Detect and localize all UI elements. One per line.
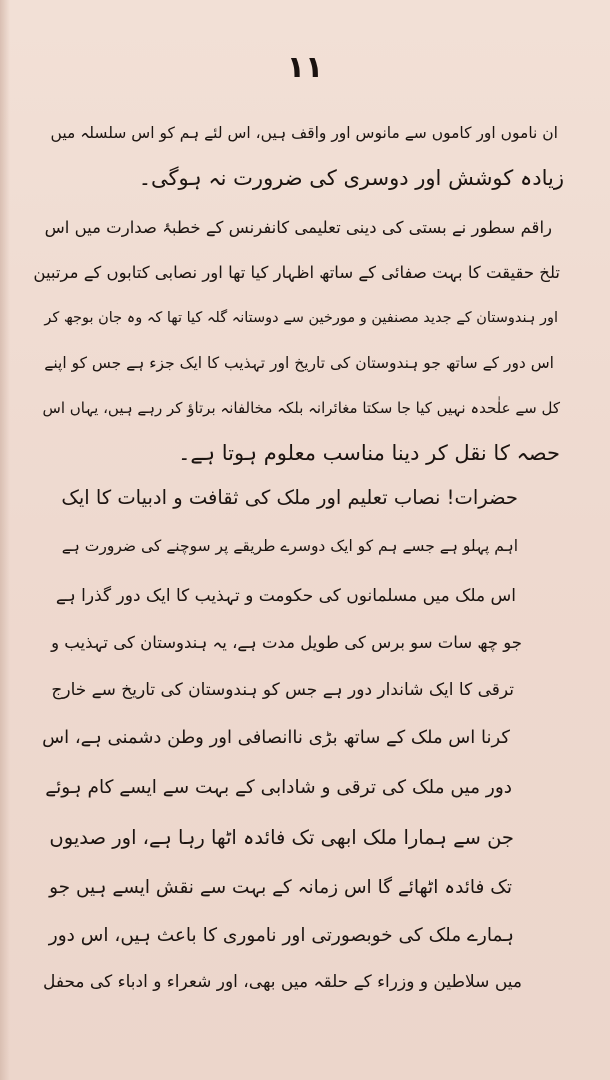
text-line: کرنا اس ملک کے ساتھ بڑی ناانصافی اور وطن دشمنی ہے، اس xyxy=(42,727,510,748)
text-line: زیادہ کوشش اور دوسری کی ضرورت نہ ہوگی۔ xyxy=(138,166,564,190)
text-line: حضرات! نصاب تعلیم اور ملک کی ثقافت و ادبیات کا ایک xyxy=(61,486,518,509)
page-edge-shadow xyxy=(0,0,10,1080)
text-line: ان ناموں اور کاموں سے مانوس اور واقف ہیں، اس لئے ہم کو اس سلسلہ میں xyxy=(50,124,558,142)
page-number: ۱۱ xyxy=(286,50,324,85)
text-line: جو چھ سات سو برس کی طویل مدت ہے، یہ ہندوستان کی تہذیب و xyxy=(51,633,522,652)
text-line: اس ملک میں مسلمانوں کی حکومت و تہذیب کا ایک دور گذرا ہے xyxy=(55,586,516,606)
text-line: کل سے علٰحدہ نہیں کیا جا سکتا مغائرانہ بلکہ مخالفانہ برتاؤ کر رہے ہیں، یہاں اس xyxy=(42,399,560,417)
text-line: جن سے ہمارا ملک ابھی تک فائدہ اٹھا رہا ہے، اور صدیوں xyxy=(49,826,514,849)
text-line: اہم پہلو ہے جسے ہم کو ایک دوسرے طریقے پر سوچنے کی ضرورت ہے xyxy=(61,537,518,555)
text-line: اس دور کے ساتھ جو ہندوستان کی تاریخ اور تہذیب کا ایک جزء ہے جس کو اپنے xyxy=(44,354,554,372)
text-line: دور میں ملک کی ترقی و شادابی کے بہت سے ایسے کام ہوئے xyxy=(45,777,512,798)
text-line: راقم سطور نے بستی کی دینی تعلیمی کانفرنس کے خطبۂ صدارت میں اس xyxy=(44,218,552,237)
text-line: اور ہندوستان کے جدید مصنفین و مورخین سے دوستانہ گلہ کیا تھا کہ وہ جان بوجھ کر xyxy=(44,310,558,326)
text-line: حصہ کا نقل کر دینا مناسب معلوم ہوتا ہے۔ xyxy=(178,441,560,465)
text-line: تلخ حقیقت کا بہت صفائی کے ساتھ اظہار کیا تھا اور نصابی کتابوں کے مرتبین xyxy=(33,263,560,282)
text-line: ترقی کا ایک شاندار دور ہے جس کو ہندوستان کی تاریخ سے خارج xyxy=(51,680,514,700)
text-line: تک فائدہ اٹھائے گا اس زمانہ کے بہت سے نقش ایسے ہیں جو xyxy=(49,877,512,898)
text-line: ہمارے ملک کی خوبصورتی اور ناموری کا باعث ہیں، اس دور xyxy=(48,925,514,946)
text-line: میں سلاطین و وزراء کے حلقہ میں بھی، اور شعراء و ادباء کی محفل xyxy=(42,972,522,992)
